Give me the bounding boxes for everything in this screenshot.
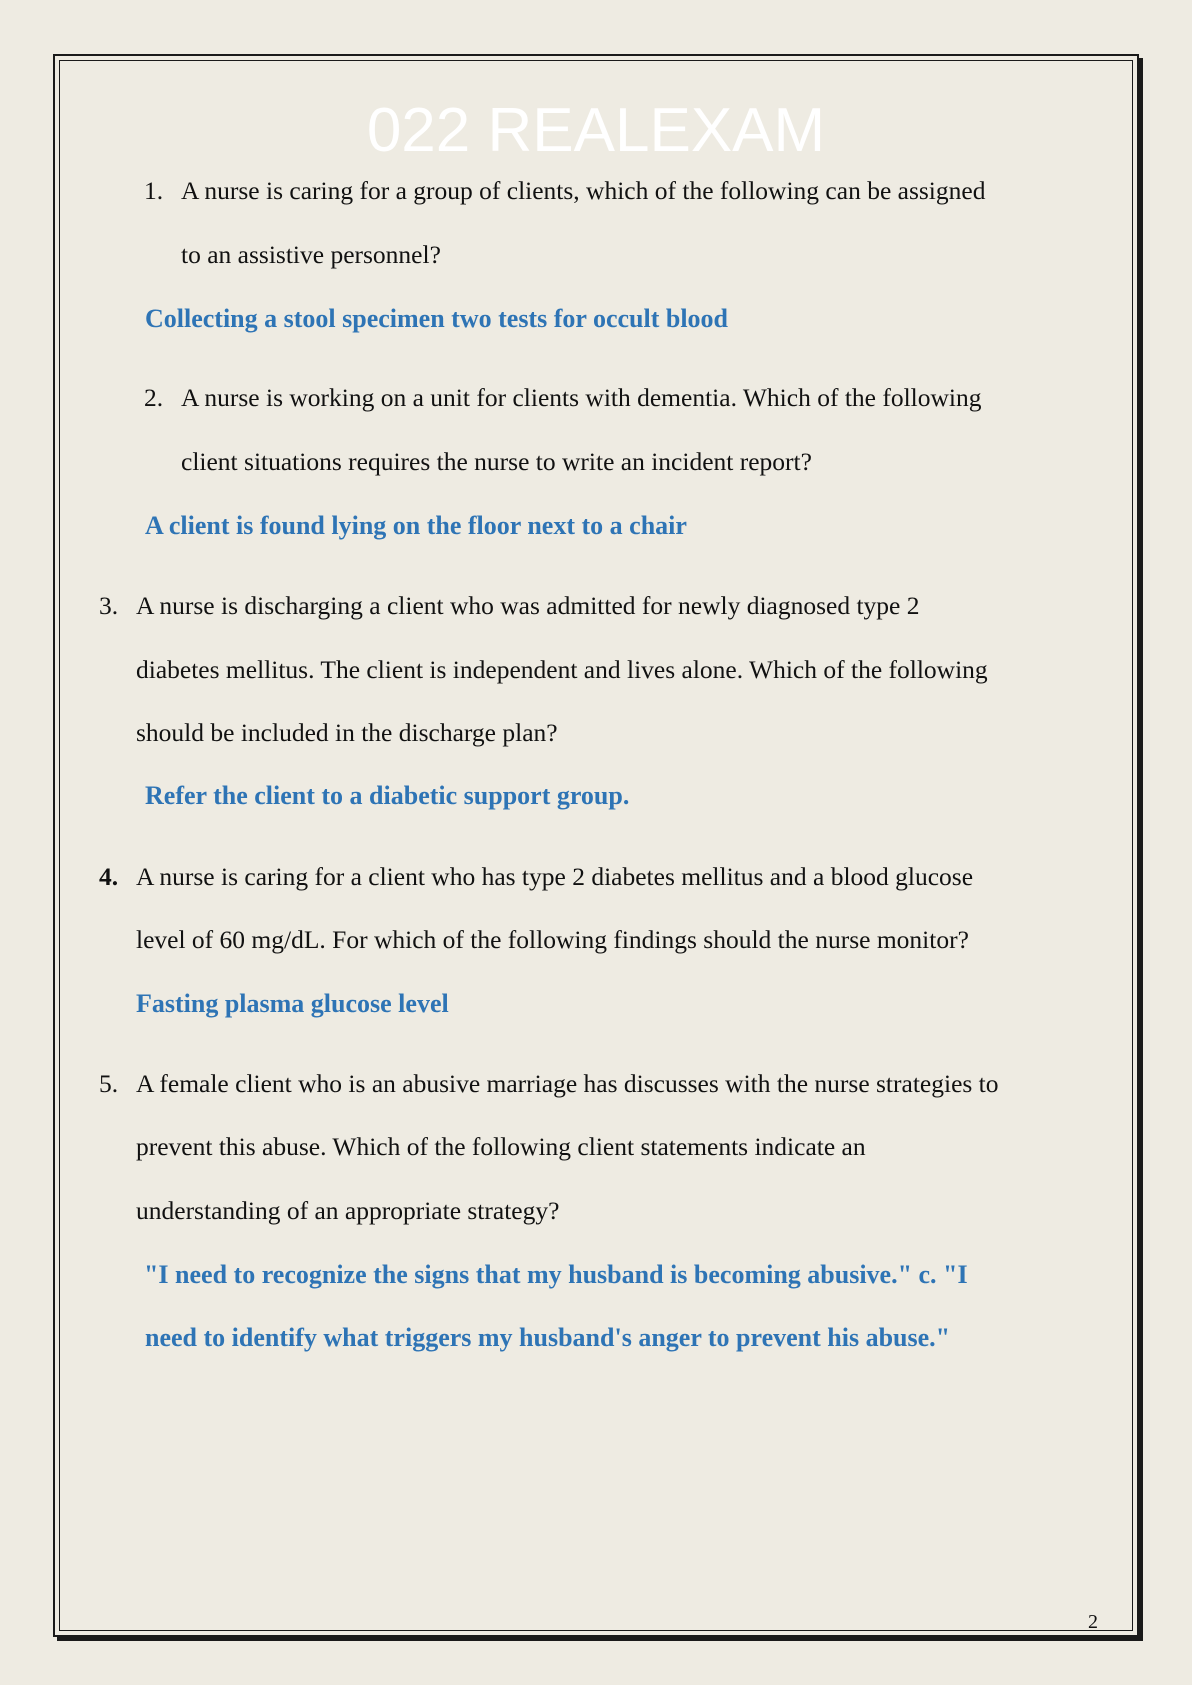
answer-text: need to identify what triggers my husband's anger to prevent his abuse."	[145, 1323, 951, 1352]
question-text-line: A female client who is an abusive marriage has discusses with the nurse strategies to	[136, 1069, 999, 1098]
question-number: 4.	[99, 862, 119, 891]
question-number: 1.	[144, 176, 164, 205]
answer-text: Fasting plasma glucose level	[136, 989, 449, 1018]
answer-text: A client is found lying on the floor next to a chair	[145, 511, 687, 540]
question-number: 2.	[144, 383, 164, 412]
answer-text: Refer the client to a diabetic support group.	[145, 781, 630, 810]
question-text-line: A nurse is caring for a client who has type 2 diabetes mellitus and a blood glucose	[136, 862, 974, 891]
watermark: 022 REALEXAM	[366, 96, 826, 165]
page-number: 2	[1088, 1611, 1098, 1633]
question-text-line: A nurse is caring for a group of clients, which of the following can be assigned	[181, 176, 986, 205]
answer-text: Collecting a stool specimen two tests for occult blood	[145, 304, 729, 333]
question-text-line: A nurse is discharging a client who was admitted for newly diagnosed type 2	[136, 591, 920, 620]
question-text-line: prevent this abuse. Which of the following client statements indicate an	[136, 1132, 866, 1161]
question-text-line: level of 60 mg/dL. For which of the following findings should the nurse monitor?	[136, 925, 969, 954]
question-text-line: client situations requires the nurse to write an incident report?	[181, 447, 812, 476]
question-number: 3.	[99, 591, 119, 620]
page-border-inner	[59, 60, 1133, 1631]
question-number: 5.	[99, 1069, 119, 1098]
question-text-line: A nurse is working on a unit for clients with dementia. Which of the following	[181, 383, 982, 412]
question-text-line: should be included in the discharge plan?	[136, 718, 558, 747]
question-text-line: understanding of an appropriate strategy?	[136, 1196, 560, 1225]
question-text-line: diabetes mellitus. The client is independent and lives alone. Which of the following	[136, 655, 988, 684]
question-text-line: to an assistive personnel?	[181, 240, 441, 269]
answer-text: "I need to recognize the signs that my husband is becoming abusive." c. "I	[144, 1260, 968, 1289]
